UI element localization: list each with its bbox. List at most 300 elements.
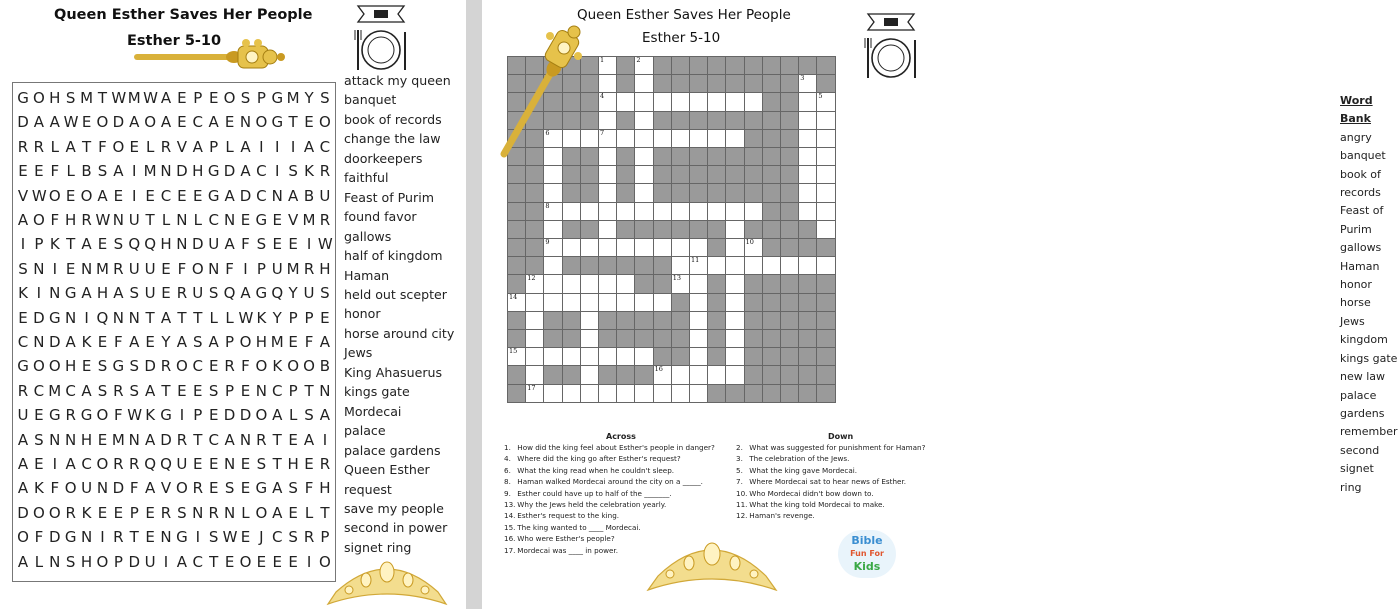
grid-letter: E [97, 235, 108, 254]
down-clues [736, 442, 925, 522]
clue-text: Why the Jews held the celebration yearly. [515, 500, 667, 510]
crossword-block [653, 147, 672, 166]
crossword-cell[interactable] [507, 347, 526, 366]
crossword-cell[interactable] [616, 92, 635, 111]
grid-letter: S [97, 162, 108, 181]
crossword-cell[interactable] [816, 92, 835, 111]
crossword-cell[interactable] [762, 256, 781, 275]
crossword-cell[interactable] [598, 92, 617, 111]
grid-letter: I [36, 284, 42, 303]
grid-letter: N [65, 308, 77, 327]
crossword-cell[interactable] [671, 202, 690, 221]
crossword-cell[interactable] [543, 274, 562, 293]
crossword-cell[interactable] [616, 347, 635, 366]
grid-letter: R [113, 455, 124, 473]
grid-letter: N [160, 528, 172, 547]
crossword-cell[interactable] [689, 347, 708, 366]
grid-letter: R [319, 211, 331, 229]
crossword-cell[interactable] [725, 365, 744, 384]
crossword-cell[interactable] [653, 129, 672, 148]
grid-letter: Y [272, 308, 282, 327]
crossword-cell[interactable] [671, 129, 690, 148]
grid-letter: O [48, 503, 61, 522]
crossword-cell[interactable] [598, 220, 617, 239]
crossword-cell[interactable] [689, 256, 708, 275]
crossword-cell[interactable] [725, 238, 744, 257]
grid-letter: K [304, 162, 314, 181]
crossword-cell[interactable] [653, 365, 672, 384]
crossword-cell[interactable] [543, 293, 562, 312]
crossword-block [780, 129, 799, 148]
crossword-cell[interactable] [653, 238, 672, 257]
scepter-icon [490, 22, 590, 162]
grid-letter: G [271, 113, 284, 132]
crossword-cell[interactable] [525, 311, 544, 330]
grid-letter: U [192, 284, 204, 303]
crossword-cell[interactable] [689, 129, 708, 148]
grid-letter: I [322, 430, 328, 449]
crossword-cell[interactable] [798, 202, 817, 221]
grid-letter: H [160, 235, 172, 254]
word-list-item: Mordecai [344, 403, 402, 419]
grid-letter: R [208, 503, 219, 522]
crossword-cell[interactable] [634, 183, 653, 202]
crossword-number: 16 [654, 365, 663, 374]
crossword-cell[interactable] [562, 274, 581, 293]
grid-letter: A [144, 381, 156, 400]
crossword-cell[interactable] [598, 202, 617, 221]
crossword-cell[interactable] [634, 56, 653, 75]
grid-letter: E [97, 333, 108, 351]
grid-letter: R [176, 430, 188, 449]
crossword-cell[interactable] [816, 147, 835, 166]
crossword-cell[interactable] [707, 129, 726, 148]
crossword-block [744, 311, 763, 330]
grid-letter: A [17, 455, 29, 473]
grid-letter: E [81, 357, 92, 376]
grid-letter: I [275, 137, 280, 156]
crossword-cell[interactable] [816, 165, 835, 184]
crossword-block [725, 111, 744, 130]
crossword-cell[interactable] [689, 311, 708, 330]
crossword-cell[interactable] [798, 165, 817, 184]
crossword-cell[interactable] [562, 202, 581, 221]
crossword-cell[interactable] [725, 329, 744, 348]
crossword-block [653, 311, 672, 330]
crossword-cell[interactable] [525, 274, 544, 293]
crossword-cell[interactable] [543, 347, 562, 366]
grid-letter: O [96, 552, 109, 571]
crossword-cell[interactable] [689, 92, 708, 111]
crossword-cell[interactable] [689, 329, 708, 348]
crossword-cell[interactable] [653, 293, 672, 312]
crossword-cell[interactable] [653, 202, 672, 221]
crossword-cell[interactable] [580, 365, 599, 384]
grid-letter: A [129, 333, 140, 351]
grid-row [16, 284, 332, 303]
crossword-cell[interactable] [525, 329, 544, 348]
crossword-cell[interactable] [598, 111, 617, 130]
crossword-cell[interactable] [598, 293, 617, 312]
grid-letter: C [192, 113, 204, 132]
crossword-cell[interactable] [725, 92, 744, 111]
grid-letter: A [160, 89, 172, 107]
grid-letter: C [192, 552, 204, 571]
grid-letter: M [80, 89, 94, 107]
crossword-block [744, 384, 763, 403]
crossword-cell[interactable] [798, 256, 817, 275]
crossword-block [580, 183, 599, 202]
grid-letter: A [65, 333, 76, 351]
crossword-cell[interactable] [816, 183, 835, 202]
crossword-cell[interactable] [543, 238, 562, 257]
crossword-block [543, 329, 562, 348]
grid-letter: E [208, 479, 219, 498]
crossword-cell[interactable] [580, 293, 599, 312]
crossword-cell[interactable] [725, 293, 744, 312]
word-list-item: Jews [344, 345, 373, 361]
crossword-cell[interactable] [616, 384, 635, 403]
crossword-block [689, 183, 708, 202]
crossword-block [707, 183, 726, 202]
crossword-cell[interactable] [634, 111, 653, 130]
crossword-block [671, 293, 690, 312]
crossword-cell[interactable] [598, 165, 617, 184]
crossword-cell[interactable] [580, 274, 599, 293]
crossword-block [671, 111, 690, 130]
crossword-cell[interactable] [798, 111, 817, 130]
crossword-cell[interactable] [580, 202, 599, 221]
crossword-cell[interactable] [780, 256, 799, 275]
crossword-cell[interactable] [816, 129, 835, 148]
grid-letter: Q [144, 455, 157, 473]
crossword-cell[interactable] [653, 384, 672, 403]
grid-letter: E [161, 284, 171, 303]
grid-letter: O [96, 406, 109, 425]
crossword-cell[interactable] [598, 183, 617, 202]
crossword-cell[interactable] [689, 384, 708, 403]
crossword-cell[interactable] [671, 365, 690, 384]
crossword-block [798, 384, 817, 403]
grid-letter: C [272, 381, 283, 400]
grid-letter: A [144, 430, 156, 449]
crossword-cell[interactable] [671, 238, 690, 257]
crossword-cell[interactable] [634, 202, 653, 221]
crossword-block [507, 238, 526, 257]
crossword-cell[interactable] [634, 238, 653, 257]
crossword-cell[interactable] [798, 74, 817, 93]
grid-letter: A [272, 406, 283, 425]
grid-letter: L [304, 503, 314, 522]
across-clue [504, 488, 715, 499]
grid-letter: O [96, 113, 109, 132]
grid-letter: O [287, 357, 300, 376]
word-bank-item: second [1340, 443, 1380, 457]
clue-number: 15. [504, 522, 516, 532]
grid-letter: E [288, 333, 298, 351]
grid-letter: A [65, 455, 76, 473]
crossword-cell[interactable] [725, 311, 744, 330]
crossword-cell[interactable] [798, 183, 817, 202]
crossword-cell[interactable] [725, 347, 744, 366]
grid-letter: R [81, 211, 92, 229]
crossword-cell[interactable] [580, 347, 599, 366]
crossword-cell[interactable] [616, 129, 635, 148]
crossword-block [525, 238, 544, 257]
crossword-cell[interactable] [616, 202, 635, 221]
grid-letter: I [52, 455, 57, 473]
crossword-cell[interactable] [671, 92, 690, 111]
grid-letter: V [176, 137, 188, 156]
crossword-cell[interactable] [634, 129, 653, 148]
crossword-cell[interactable] [707, 256, 726, 275]
word-bank-item: palace gardens [1340, 388, 1385, 420]
crossword-cell[interactable] [525, 365, 544, 384]
crossword-cell[interactable] [562, 384, 581, 403]
grid-letter: S [208, 381, 219, 400]
crossword-cell[interactable] [634, 74, 653, 93]
crossword-cell[interactable] [580, 384, 599, 403]
crossword-block [816, 56, 835, 75]
word-list-item: change the law [344, 131, 441, 147]
crossword-cell[interactable] [598, 238, 617, 257]
grid-letter: O [48, 357, 61, 376]
crossword-number: 2 [636, 56, 641, 64]
crossword-block [816, 74, 835, 93]
word-bank-item: Haman [1340, 259, 1380, 273]
crossword-block [816, 274, 835, 293]
crossword-cell[interactable] [634, 347, 653, 366]
crossword-cell[interactable] [689, 293, 708, 312]
grid-letter: G [17, 89, 29, 107]
crossword-block [689, 147, 708, 166]
crossword-cell[interactable] [671, 256, 690, 275]
crossword-block [780, 347, 799, 366]
grid-letter: E [208, 406, 219, 425]
grid-letter: R [256, 430, 267, 449]
crossword-cell[interactable] [816, 111, 835, 130]
crossword-cell[interactable] [689, 202, 708, 221]
crossword-block [762, 111, 781, 130]
crossword-block [671, 183, 690, 202]
crossword-block [507, 202, 526, 221]
grid-letter: A [224, 235, 235, 254]
grid-letter: C [17, 333, 29, 351]
grid-letter: I [259, 137, 264, 156]
crossword-block [562, 311, 581, 330]
crossword-cell[interactable] [744, 202, 763, 221]
crossword-block [707, 56, 726, 75]
grid-letter: N [128, 430, 140, 449]
crossword-cell[interactable] [798, 129, 817, 148]
crossword-cell[interactable] [543, 220, 562, 239]
grid-letter: D [17, 503, 29, 522]
crossword-cell[interactable] [816, 202, 835, 221]
grid-letter: E [177, 381, 187, 400]
word-list-item: half of kingdom [344, 248, 443, 264]
crossword-cell[interactable] [598, 274, 617, 293]
grid-letter: T [193, 308, 203, 327]
crossword-cell[interactable] [816, 256, 835, 275]
word-list-item: kings gate [344, 384, 410, 400]
grid-letter: E [177, 186, 187, 205]
crossword-cell[interactable] [689, 238, 708, 257]
crossword-cell[interactable] [543, 165, 562, 184]
crossword-cell[interactable] [562, 293, 581, 312]
crossword-block [689, 56, 708, 75]
crossword-block [798, 347, 817, 366]
crossword-cell[interactable] [798, 92, 817, 111]
crossword-block [744, 147, 763, 166]
grid-letter: F [114, 406, 123, 425]
crossword-block [634, 329, 653, 348]
crossword-cell[interactable] [725, 129, 744, 148]
crossword-cell[interactable] [562, 347, 581, 366]
crossword-cell[interactable] [580, 311, 599, 330]
across-clue [504, 476, 715, 487]
crossword-cell[interactable] [707, 92, 726, 111]
crossword-cell[interactable] [598, 347, 617, 366]
page-gutter [466, 0, 482, 609]
crossword-cell[interactable] [798, 147, 817, 166]
grid-letter: S [240, 89, 251, 107]
grid-letter: C [33, 381, 45, 400]
grid-letter: D [49, 333, 61, 351]
crossword-cell[interactable] [634, 293, 653, 312]
grid-letter: I [290, 137, 296, 156]
grid-letter: B [303, 186, 315, 205]
grid-letter: D [192, 235, 204, 254]
clue-number: 11. [736, 500, 748, 510]
grid-letter: S [129, 284, 139, 303]
crossword-block [725, 165, 744, 184]
grid-letter: P [193, 406, 203, 425]
crossword-cell[interactable] [634, 92, 653, 111]
crossword-cell[interactable] [616, 274, 635, 293]
crossword-number: 14 [509, 292, 518, 301]
grid-letter: F [114, 333, 123, 351]
crossword-cell[interactable] [725, 202, 744, 221]
clue-number: 7. [736, 477, 743, 487]
crossword-cell[interactable] [816, 220, 835, 239]
crossword-cell[interactable] [562, 238, 581, 257]
crossword-cell[interactable] [744, 238, 763, 257]
grid-letter: R [65, 503, 76, 522]
crossword-block [725, 74, 744, 93]
crossword-cell[interactable] [634, 147, 653, 166]
clue-number: 8. [504, 477, 511, 487]
crossword-cell[interactable] [744, 92, 763, 111]
grid-letter: H [319, 259, 331, 278]
grid-row [16, 406, 332, 425]
crossword-cell[interactable] [616, 293, 635, 312]
crossword-block [653, 165, 672, 184]
crossword-cell[interactable] [725, 256, 744, 275]
crossword-cell[interactable] [525, 384, 544, 403]
crossword-cell[interactable] [598, 129, 617, 148]
grid-letter: N [65, 430, 77, 449]
crossword-block [744, 220, 763, 239]
bible-fun-for-kids-logo [838, 530, 896, 578]
across-clue [504, 453, 715, 464]
crossword-cell[interactable] [671, 274, 690, 293]
crossword-cell[interactable] [689, 274, 708, 293]
word-search-grid [12, 82, 336, 582]
crossword-cell[interactable] [653, 92, 672, 111]
grid-letter: B [319, 357, 331, 376]
grid-row [16, 260, 332, 279]
word-list-item: found favor [344, 209, 417, 225]
crossword-cell[interactable] [671, 384, 690, 403]
crossword-cell[interactable] [725, 274, 744, 293]
crossword-cell[interactable] [744, 256, 763, 275]
crossword-cell[interactable] [543, 256, 562, 275]
grid-letter: C [319, 137, 331, 156]
grid-letter: G [64, 528, 77, 547]
crossword-cell[interactable] [580, 329, 599, 348]
crossword-cell[interactable] [707, 202, 726, 221]
grid-letter: J [259, 528, 264, 547]
clue-number: 1. [504, 443, 511, 452]
grid-letter: I [52, 259, 57, 278]
crossword-cell[interactable] [634, 165, 653, 184]
crossword-cell[interactable] [580, 238, 599, 257]
crossword-cell[interactable] [543, 384, 562, 403]
grid-letter: P [320, 528, 330, 547]
crossword-cell[interactable] [634, 384, 653, 403]
grid-letter: H [80, 552, 93, 571]
grid-letter: L [241, 503, 250, 522]
grid-letter: S [288, 162, 298, 181]
grid-letter: O [223, 89, 236, 107]
crossword-cell[interactable] [707, 365, 726, 384]
page-subtitle: Esther 5-10 [642, 30, 721, 46]
crossword-cell[interactable] [598, 147, 617, 166]
crossword-block [725, 147, 744, 166]
grid-letter: S [34, 430, 44, 449]
crossword-cell[interactable] [525, 293, 544, 312]
grid-letter: S [304, 406, 314, 425]
grid-letter: C [192, 357, 204, 376]
crossword-cell[interactable] [543, 183, 562, 202]
crossword-cell[interactable] [725, 220, 744, 239]
crossword-cell[interactable] [507, 293, 526, 312]
crossword-cell[interactable] [598, 74, 617, 93]
grid-row [16, 309, 332, 328]
crossword-cell[interactable] [616, 238, 635, 257]
clue-text: The king wanted to ____ Mordecai. [515, 522, 641, 532]
crossword-cell[interactable] [689, 365, 708, 384]
grid-row [16, 162, 332, 181]
crossword-block [671, 56, 690, 75]
grid-letter: A [240, 137, 251, 156]
crossword-block [671, 74, 690, 93]
plate-icon [862, 10, 920, 82]
crossword-block [634, 256, 653, 275]
crossword-block [525, 202, 544, 221]
crossword-block [780, 220, 799, 239]
crossword-cell[interactable] [543, 202, 562, 221]
grid-letter: G [48, 406, 61, 425]
crossword-cell[interactable] [525, 347, 544, 366]
crossword-block [780, 293, 799, 312]
crossword-cell[interactable] [598, 384, 617, 403]
word-list-item: Feast of Purim [344, 189, 434, 205]
crossword-block [562, 329, 581, 348]
crossword-block [780, 384, 799, 403]
crossword-block [816, 293, 835, 312]
crossword-cell[interactable] [598, 56, 617, 75]
